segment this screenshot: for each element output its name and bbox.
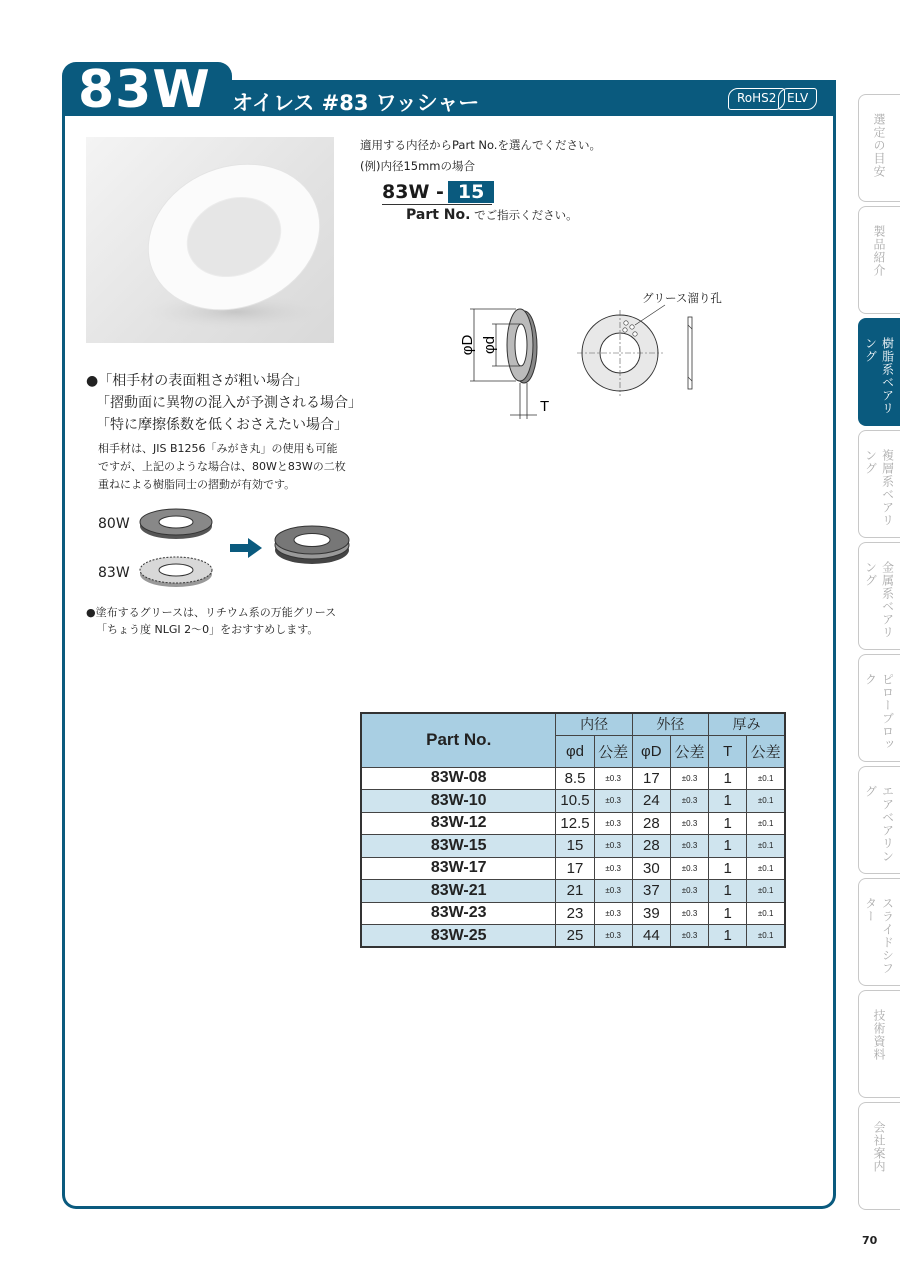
side-tab-multilayer-bearing[interactable] <box>858 430 900 538</box>
dimension-drawing <box>440 295 710 430</box>
thickness-cell: 1 <box>709 790 747 813</box>
inner-diameter-cell: 25 <box>556 925 594 948</box>
tolerance-cell: ±0.3 <box>594 812 632 835</box>
example-size-box: 15 <box>448 181 494 203</box>
note-line: ●塗布するグリースは、リチウム系の万能グリース <box>86 606 337 619</box>
dim-d-label: φd <box>481 335 498 355</box>
table-row <box>361 925 785 948</box>
part-number-cell: 83W-12 <box>361 812 556 835</box>
tolerance-cell: ±0.1 <box>747 835 785 858</box>
inner-diameter-cell: 23 <box>556 902 594 925</box>
side-tab-technical[interactable] <box>858 990 900 1098</box>
tolerance-cell: ±0.3 <box>670 880 708 903</box>
inner-diameter-cell: 21 <box>556 880 594 903</box>
example-underline <box>382 204 492 205</box>
thickness-cell: 1 <box>709 880 747 903</box>
tolerance-cell: ±0.1 <box>747 857 785 880</box>
col-header-d: φd <box>556 735 594 767</box>
col-header-T: T <box>709 735 747 767</box>
page-number: 70 <box>862 1234 878 1247</box>
table-row <box>361 790 785 813</box>
inner-diameter-cell: 8.5 <box>556 767 594 790</box>
washer-section-view <box>688 317 692 389</box>
side-tab-selection[interactable] <box>858 94 900 202</box>
grease-note <box>86 604 336 638</box>
inner-diameter-cell: 17 <box>556 857 594 880</box>
col-header-tol: 公差 <box>670 735 708 767</box>
side-tab-company[interactable] <box>858 1102 900 1210</box>
side-tab-label: 複層系ベアリング <box>863 449 895 527</box>
label-80w: 80W <box>98 516 130 532</box>
outer-diameter-cell: 24 <box>632 790 670 813</box>
washer-83w-icon <box>140 557 212 587</box>
rohs-badge: RoHS2 <box>728 88 785 110</box>
tolerance-cell: ±0.3 <box>670 767 708 790</box>
side-tab-products[interactable] <box>858 206 900 314</box>
table-row <box>361 857 785 880</box>
side-tab-pillow-block[interactable] <box>858 654 900 762</box>
tolerance-cell: ±0.1 <box>747 812 785 835</box>
part-number-cell: 83W-23 <box>361 902 556 925</box>
elv-badge: ELV <box>778 88 817 110</box>
note-line: ですが、上記のような場合は、80Wと83Wの二枚 <box>98 460 346 473</box>
note-line: 「ちょう度 NLGI 2〜0」をおすすめします。 <box>96 623 319 636</box>
tolerance-cell: ±0.1 <box>747 880 785 903</box>
tolerance-cell: ±0.3 <box>594 902 632 925</box>
col-header-D: φD <box>632 735 670 767</box>
side-tab-label: 技術資料 <box>872 1009 886 1061</box>
outer-diameter-cell: 44 <box>632 925 670 948</box>
table-row <box>361 902 785 925</box>
washer-80w-icon <box>140 509 212 539</box>
tolerance-cell: ±0.3 <box>594 835 632 858</box>
col-header-tol: 公差 <box>594 735 632 767</box>
hint-text: でご指示ください。 <box>474 208 578 222</box>
outer-diameter-cell: 17 <box>632 767 670 790</box>
note-line: 重ねによる樹脂同士の摺動が有効です。 <box>98 478 296 491</box>
tolerance-cell: ±0.3 <box>594 790 632 813</box>
table-row <box>361 812 785 835</box>
inner-diameter-cell: 15 <box>556 835 594 858</box>
col-group-inner: 内径 <box>556 713 632 735</box>
thickness-cell: 1 <box>709 925 747 948</box>
outer-diameter-cell: 39 <box>632 902 670 925</box>
tolerance-cell: ±0.1 <box>747 767 785 790</box>
tolerance-cell: ±0.3 <box>670 902 708 925</box>
side-tab-label: 選定の目安 <box>872 113 886 178</box>
tolerance-cell: ±0.3 <box>594 925 632 948</box>
side-tab-metal-bearing[interactable] <box>858 542 900 650</box>
table-row <box>361 880 785 903</box>
condition-item: 「摺動面に異物の混入が予測される場合」 <box>96 395 362 411</box>
spec-table-body <box>361 767 785 947</box>
outer-diameter-cell: 37 <box>632 880 670 903</box>
table-row <box>361 835 785 858</box>
note-line: 相手材は、JIS B1256「みがき丸」の使用も可能 <box>98 442 338 455</box>
side-tab-label: 製品紹介 <box>872 225 886 277</box>
col-group-thickness: 厚み <box>709 713 785 735</box>
spec-table <box>360 712 786 948</box>
side-tab-label: 金属系ベアリング <box>863 561 895 639</box>
hint-bold: Part No. <box>406 207 471 223</box>
instruction-line: (例)内径15mmの場合 <box>360 159 476 173</box>
dim-T-label: T <box>540 398 550 415</box>
instruction-line: 適用する内径からPart No.を選んでください。 <box>360 138 601 152</box>
dim-D-label: φD <box>459 334 476 356</box>
thickness-cell: 1 <box>709 835 747 858</box>
material-note <box>98 440 346 494</box>
tolerance-cell: ±0.1 <box>747 902 785 925</box>
part-number-example <box>382 181 494 203</box>
side-tab-label: スライドシフター <box>863 897 895 975</box>
condition-item: ●「相手材の表面粗さが粗い場合」 <box>86 373 309 389</box>
tolerance-cell: ±0.3 <box>594 857 632 880</box>
page-title: オイレス #83 ワッシャー <box>232 91 480 115</box>
thickness-cell: 1 <box>709 857 747 880</box>
inner-diameter-cell: 10.5 <box>556 790 594 813</box>
product-photo <box>86 137 334 343</box>
part-number-cell: 83W-15 <box>361 835 556 858</box>
outer-diameter-cell: 30 <box>632 857 670 880</box>
tolerance-cell: ±0.3 <box>670 835 708 858</box>
tolerance-cell: ±0.3 <box>670 812 708 835</box>
side-tab-label: 樹脂系ベアリング <box>863 337 895 415</box>
side-tab-label: エアベアリング <box>863 785 895 863</box>
col-group-outer: 外径 <box>632 713 708 735</box>
arrow-right-icon <box>230 538 262 558</box>
part-number-cell: 83W-17 <box>361 857 556 880</box>
part-number-hint <box>406 207 578 223</box>
outer-diameter-cell: 28 <box>632 812 670 835</box>
side-tab-label: ピローブロック <box>863 673 895 751</box>
thickness-cell: 1 <box>709 767 747 790</box>
condition-list <box>86 370 362 436</box>
tolerance-cell: ±0.1 <box>747 790 785 813</box>
outer-diameter-cell: 28 <box>632 835 670 858</box>
label-83w: 83W <box>98 565 130 581</box>
tolerance-cell: ±0.1 <box>747 925 785 948</box>
stacking-illustration <box>138 500 358 595</box>
example-prefix: 83W - <box>382 181 444 203</box>
washer-side-view <box>507 309 537 383</box>
part-number-cell: 83W-25 <box>361 925 556 948</box>
grease-hole-label: グリース溜り孔 <box>642 291 722 305</box>
tolerance-cell: ±0.3 <box>670 790 708 813</box>
thickness-cell: 1 <box>709 902 747 925</box>
inner-diameter-cell: 12.5 <box>556 812 594 835</box>
side-tab-label: 会社案内 <box>872 1121 886 1173</box>
col-header-tol: 公差 <box>747 735 785 767</box>
part-number-cell: 83W-08 <box>361 767 556 790</box>
tolerance-cell: ±0.3 <box>670 925 708 948</box>
product-code: 83W <box>78 60 211 120</box>
tolerance-cell: ±0.3 <box>594 880 632 903</box>
col-header-partno: Part No. <box>361 713 556 767</box>
tolerance-cell: ±0.3 <box>594 767 632 790</box>
table-row <box>361 767 785 790</box>
side-tab-slide-shifter[interactable] <box>858 878 900 986</box>
washer-stacked-icon <box>275 526 349 564</box>
thickness-cell: 1 <box>709 812 747 835</box>
side-tab-resin-bearing[interactable] <box>858 318 900 426</box>
instructions <box>360 135 601 177</box>
part-number-cell: 83W-10 <box>361 790 556 813</box>
side-tab-air-bearing[interactable] <box>858 766 900 874</box>
washer-front-view <box>577 305 665 396</box>
condition-item: 「特に摩擦係数を低くおさえたい場合」 <box>96 417 348 433</box>
part-number-cell: 83W-21 <box>361 880 556 903</box>
tolerance-cell: ±0.3 <box>670 857 708 880</box>
